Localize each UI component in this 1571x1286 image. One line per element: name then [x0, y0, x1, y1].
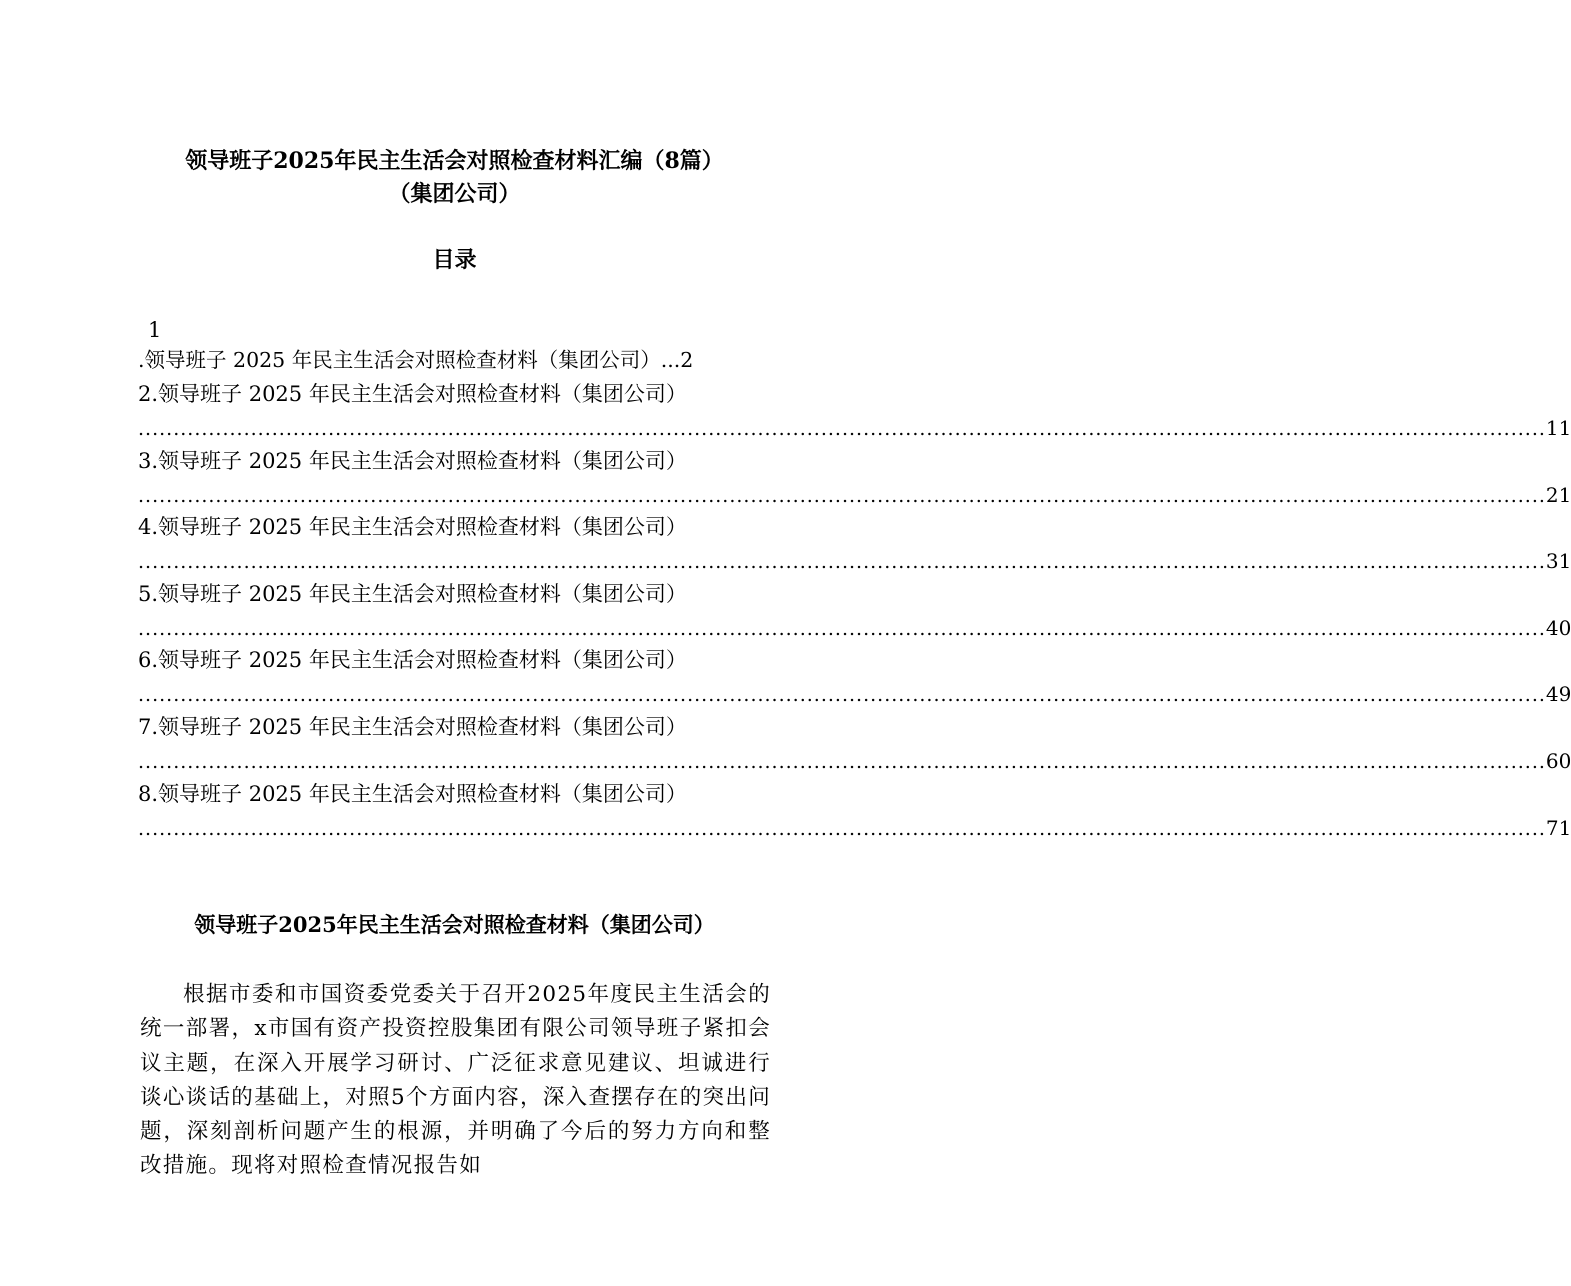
toc-page-number: 49: [1545, 682, 1571, 706]
toc-entry-5[interactable]: 5.领导班子 2025 年民主生活会对照检查材料（集团公司）: [138, 582, 687, 606]
toc-page-number: 40: [1545, 616, 1571, 640]
toc-dot-leader: ........................................................................................................................................................................................................: [138, 684, 1546, 706]
section-title: 领导班子2025年民主生活会对照检查材料（集团公司）: [194, 912, 715, 937]
toc-entry-7-leader[interactable]: [138, 747, 1571, 775]
toc-entry-2-leader[interactable]: [138, 414, 1571, 442]
toc-page-number: 21: [1545, 483, 1571, 507]
toc-first-entry-number: 1: [148, 318, 162, 342]
toc-entry-3[interactable]: 3.领导班子 2025 年民主生活会对照检查材料（集团公司）: [138, 449, 687, 473]
toc-page-number: 60: [1545, 749, 1571, 773]
toc-dot-leader: ........................................................................................................................................................................................................: [138, 618, 1546, 640]
toc-entry-6[interactable]: 6.领导班子 2025 年民主生活会对照检查材料（集团公司）: [138, 648, 687, 672]
toc-entry-4[interactable]: 4.领导班子 2025 年民主生活会对照检查材料（集团公司）: [138, 515, 687, 539]
toc-page-number: 71: [1545, 816, 1571, 840]
toc-entry-7[interactable]: 7.领导班子 2025 年民主生活会对照检查材料（集团公司）: [138, 715, 687, 739]
toc-dot-leader: ........................................................................................................................................................................................................: [138, 551, 1546, 573]
toc-entry-4-leader[interactable]: [138, 547, 1571, 575]
toc-entry-8[interactable]: 8.领导班子 2025 年民主生活会对照检查材料（集团公司）: [138, 782, 687, 806]
toc-dot-leader: ........................................................................................................................................................................................................: [138, 751, 1546, 773]
body-paragraph: 根据市委和市国资委党委关于召开2025年度民主生活会的统一部署，x市国有资产投资控股集团有限公司领导班子紧扣会议主题，在深入开展学习研讨、广泛征求意见建议、坦诚进行谈心谈话的基础上，对照5个方面内容，深入查摆存在的突出问题，深刻剖析问题产生的根源，并明确了今后的努力方向和整改措施。现将对照检查情况报告如: [140, 982, 771, 1179]
toc-entry-5-leader[interactable]: [138, 614, 1571, 642]
document-subtitle: （集团公司）: [388, 181, 521, 207]
toc-dot-leader: ........................................................................................................................................................................................................: [138, 418, 1546, 440]
toc-entry-1[interactable]: .领导班子 2025 年民主生活会对照检查材料（集团公司）...2: [138, 348, 694, 372]
toc-entry-8-leader[interactable]: [138, 814, 1571, 842]
toc-entry-3-leader[interactable]: [138, 481, 1571, 509]
toc-entry-6-leader[interactable]: [138, 680, 1571, 708]
toc-entry-2[interactable]: 2.领导班子 2025 年民主生活会对照检查材料（集团公司）: [138, 382, 687, 406]
document-title: 领导班子2025年民主生活会对照检查材料汇编（8篇）: [185, 148, 724, 174]
toc-dot-leader: ........................................................................................................................................................................................................: [138, 485, 1546, 507]
toc-dot-leader: ........................................................................................................................................................................................................: [138, 818, 1546, 840]
toc-page-number: 31: [1545, 549, 1571, 573]
toc-heading: 目录: [432, 247, 477, 273]
toc-page-number: 11: [1545, 416, 1571, 440]
